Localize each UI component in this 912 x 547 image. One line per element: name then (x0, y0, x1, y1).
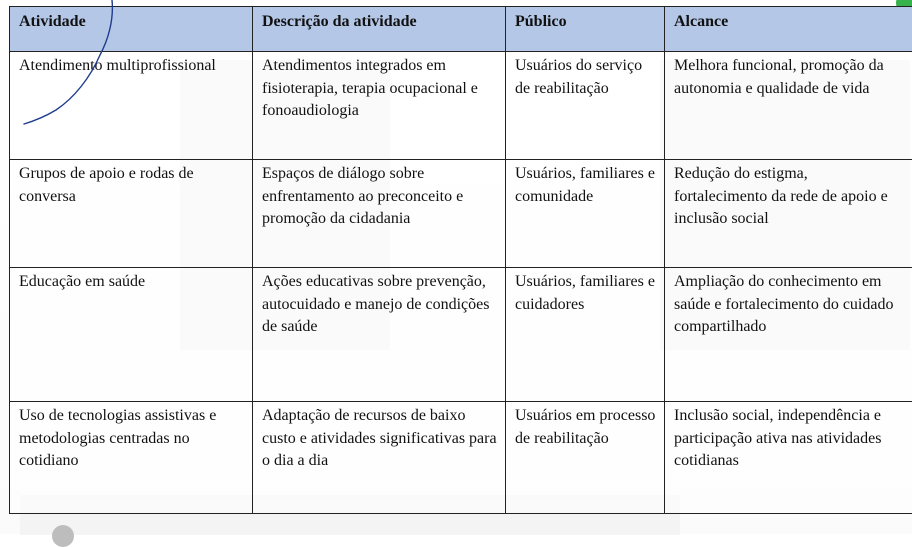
header-alcance: Alcance (665, 7, 912, 52)
table-row (10, 160, 912, 268)
header-publico: Público (506, 7, 665, 52)
cell-atividade: Educação em saúde (10, 268, 253, 402)
cell-descricao: Ações educativas sobre prevenção, autocuidado e manejo de condições de saúde (253, 268, 506, 402)
activities-table (9, 6, 912, 514)
table-row (10, 402, 912, 514)
header-descricao: Descrição da atividade (253, 7, 506, 52)
cell-alcance: Inclusão social, independência e participação ativa nas atividades cotidianas (665, 402, 912, 514)
table-header-row (10, 7, 912, 52)
cell-publico: Usuários do serviço de reabilitação (506, 52, 665, 160)
cell-atividade: Atendimento multiprofissional (10, 52, 253, 160)
cell-publico: Usuários, familiares e comunidade (506, 160, 665, 268)
cell-descricao: Atendimentos integrados em fisioterapia, terapia ocupacional e fonoaudiologia (253, 52, 506, 160)
cell-atividade: Grupos de apoio e rodas de conversa (10, 160, 253, 268)
header-atividade: Atividade (10, 7, 253, 52)
background-circle-shape (52, 525, 74, 547)
table-row (10, 268, 912, 402)
cell-alcance: Ampliação do conhecimento em saúde e fortalecimento do cuidado compartilhado (665, 268, 912, 402)
cell-descricao: Espaços de diálogo sobre enfrentamento ao preconceito e promoção da cidadania (253, 160, 506, 268)
cell-atividade: Uso de tecnologias assistivas e metodologias centradas no cotidiano (10, 402, 253, 514)
table-row (10, 52, 912, 160)
cell-publico: Usuários em processo de reabilitação (506, 402, 665, 514)
cell-alcance: Redução do estigma, fortalecimento da rede de apoio e inclusão social (665, 160, 912, 268)
cell-alcance: Melhora funcional, promoção da autonomia e qualidade de vida (665, 52, 912, 160)
cell-descricao: Adaptação de recursos de baixo custo e atividades significativas para o dia a dia (253, 402, 506, 514)
cell-publico: Usuários, familiares e cuidadores (506, 268, 665, 402)
